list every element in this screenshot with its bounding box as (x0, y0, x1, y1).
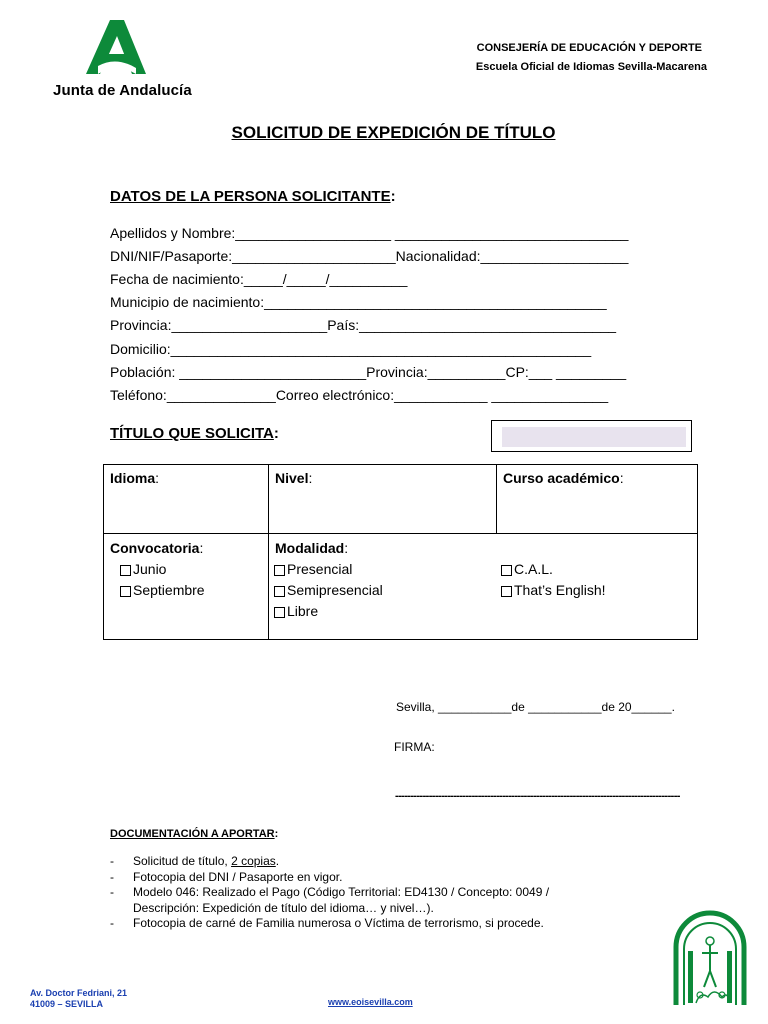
option-thats-english[interactable]: That’s English! (501, 582, 606, 598)
table-divider (104, 533, 697, 534)
field-telefono-correo[interactable]: Teléfono:______________Correo electrónico:____________ _______________ (110, 387, 609, 403)
checkbox-icon[interactable] (120, 586, 131, 597)
date-place-line[interactable]: Sevilla, ___________de ___________de 20______. (396, 700, 675, 714)
documentation-list (110, 854, 549, 932)
applicant-section-title: DATOS DE LA PERSONA SOLICITANTE: (110, 188, 396, 205)
signature-line: --------------------------------------------------------------------------------------------- (395, 790, 680, 802)
junta-de-andalucia-logo (80, 18, 150, 76)
list-item-continuation: Descripción: Expedición de título del idioma… y nivel…). (133, 900, 434, 915)
firma-label: FIRMA: (394, 740, 435, 754)
curso-academico-cell[interactable]: Curso académico: (503, 470, 624, 486)
field-poblacion-provincia-cp[interactable]: Población: ________________________Provincia:__________CP:___ _________ (110, 364, 627, 380)
option-libre[interactable]: Libre (274, 603, 318, 619)
field-municipio-nacimiento[interactable]: Municipio de nacimiento:____________________________________________ (110, 294, 607, 310)
field-domicilio[interactable]: Domicilio:______________________________________________________ (110, 341, 592, 357)
titulo-section-title: TÍTULO QUE SOLICITA: (110, 425, 279, 442)
list-item: - Modelo 046: Realizado el Pago (Código Territorial: ED4130 / Concepto: 0049 / (110, 885, 550, 899)
idioma-cell[interactable]: Idioma: (110, 470, 160, 486)
checkbox-icon[interactable] (120, 565, 131, 576)
checkbox-icon[interactable] (274, 565, 285, 576)
school-name: Escuela Oficial de Idiomas Sevilla-Macarena (475, 61, 707, 73)
field-provincia-pais[interactable]: Provincia:____________________País:_________________________________ (110, 317, 617, 333)
titulo-input-box[interactable] (491, 420, 692, 452)
checkbox-icon[interactable] (501, 586, 512, 597)
option-semipresencial[interactable]: Semipresencial (274, 582, 383, 598)
option-septiembre[interactable]: Septiembre (120, 582, 205, 598)
checkbox-icon[interactable] (274, 586, 285, 597)
consejeria-name: CONSEJERÍA DE EDUCACIÓN Y DEPORTE (476, 42, 702, 54)
modalidad-label: Modalidad: (275, 540, 349, 556)
footer-address: Av. Doctor Fedriani, 21 41009 – SEVILLA (30, 988, 128, 1009)
checkbox-icon[interactable] (274, 607, 285, 618)
field-apellidos-nombre[interactable]: Apellidos y Nombre:____________________ ______________________________ (110, 225, 629, 241)
option-cal[interactable]: C.A.L. (501, 561, 553, 577)
document-title: SOLICITUD DE EXPEDICIÓN DE TÍTULO (231, 123, 556, 142)
documentation-heading: DOCUMENTACIÓN A APORTAR: (110, 828, 279, 840)
nivel-cell[interactable]: Nivel: (275, 470, 313, 486)
logo-text: Junta de Andalucía (53, 82, 192, 99)
field-dni-nacionalidad[interactable]: DNI/NIF/Pasaporte:_____________________Nacionalidad:___________________ (110, 248, 629, 264)
list-item: - Fotocopia del DNI / Pasaporte en vigor. (110, 869, 343, 884)
option-presencial[interactable]: Presencial (274, 561, 352, 577)
titulo-input-field[interactable] (502, 427, 686, 447)
table-divider (268, 465, 269, 639)
field-fecha-nacimiento[interactable]: Fecha de nacimiento:_____/_____/__________ (110, 271, 408, 287)
checkbox-icon[interactable] (501, 565, 512, 576)
list-item: - Solicitud de título, 2 copias. (110, 854, 280, 868)
list-item: - Fotocopia de carné de Familia numerosa o Víctima de terrorismo, si procede. (110, 916, 544, 930)
option-junio[interactable]: Junio (120, 561, 166, 577)
andalucia-seal-icon (672, 905, 748, 1007)
convocatoria-label: Convocatoria: (110, 540, 204, 556)
course-table (103, 464, 698, 640)
table-divider (496, 465, 497, 534)
website-link[interactable]: www.eoisevilla.com (328, 997, 413, 1007)
